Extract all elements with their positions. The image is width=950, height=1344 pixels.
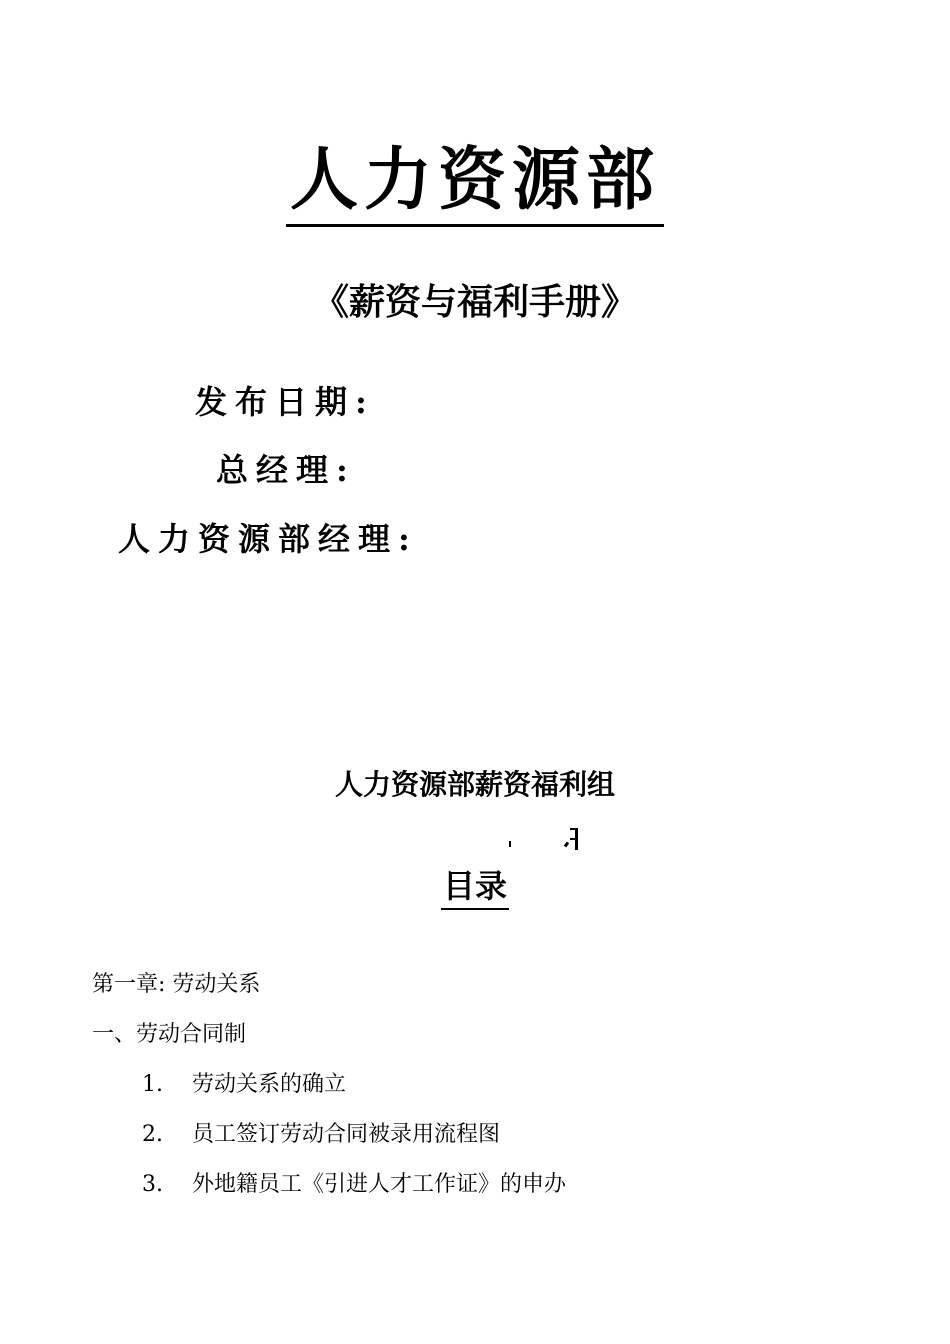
fragment-mark [564, 842, 569, 848]
toc-item-number: 2. [142, 1122, 163, 1147]
toc-chapter[interactable]: 第一章: 劳动关系 [92, 972, 261, 997]
toc-title [0, 866, 950, 910]
hr-manager-field: 人力资源部经理: [118, 520, 418, 558]
organization-name: 人力资源部薪资福利组 [334, 768, 615, 801]
toc-title-text: 目录 [441, 866, 509, 910]
toc-item-label: 外地籍员工《引进人才工作证》的申办 [192, 1172, 567, 1197]
date-fragment-marks [505, 822, 595, 852]
fragment-mark [570, 838, 578, 840]
toc-item-number: 3. [142, 1172, 163, 1197]
toc-item[interactable] [142, 1170, 566, 1200]
toc-item-label: 劳动关系的确立 [192, 1072, 347, 1097]
fragment-mark [570, 828, 578, 830]
toc-section[interactable]: 一、劳动合同制 [92, 1022, 247, 1047]
toc-item[interactable] [142, 1120, 500, 1150]
release-date-field: 发布日期: [195, 383, 375, 421]
cover-title-text: 人力资源部 [286, 140, 664, 227]
cover-title [0, 140, 950, 227]
toc-item[interactable] [142, 1070, 346, 1100]
toc-item-number: 1. [142, 1072, 163, 1097]
cover-subtitle: 《薪资与福利手册》 [312, 281, 637, 323]
toc-item-label: 员工签订劳动合同被录用流程图 [192, 1122, 501, 1147]
fragment-mark [509, 841, 511, 847]
general-manager-field: 总经理: [216, 451, 356, 489]
